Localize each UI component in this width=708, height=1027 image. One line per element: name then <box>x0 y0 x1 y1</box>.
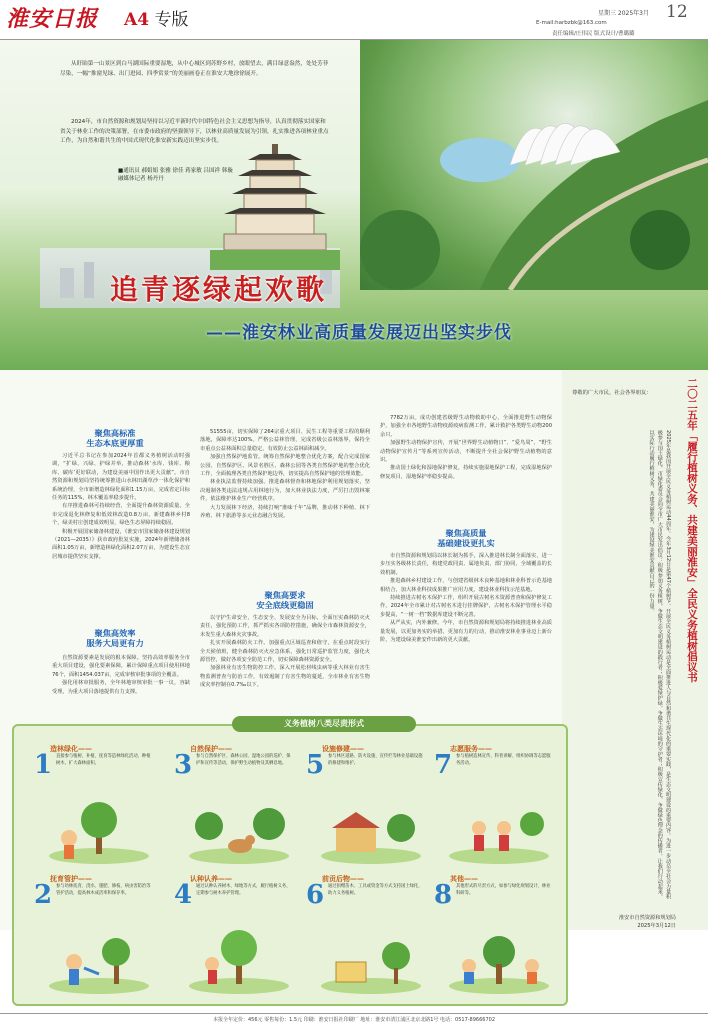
byline-reporter: 融媒体记者 杨丹丹 <box>118 176 164 182</box>
card-title: 设施修建—— <box>322 745 364 753</box>
intro-paragraph-2: 2024年，市自然资源和规划局坚持以习近平新时代中国特色社会主义思想为指导，认真贯彻落实国家和省关于林业工作的决策部署，在市委市政府的坚强领导下，以林业高质量发展为引领，扎实推进各项林业重点工作，为自然和谐共生的中国式现代化淮安新实践迈出坚实步伐。 <box>60 119 329 145</box>
card-number: 8 <box>434 880 453 910</box>
masthead <box>0 0 708 40</box>
proposal-letter-title: 二〇二五年「履行植树义务、共建美丽淮安」全民义务植树倡议书 <box>686 378 698 683</box>
page-label: 专版 <box>154 10 189 30</box>
column-2 <box>200 428 370 568</box>
paragraph: 以守护生命安全、生态安全、发展安全为目标，全面压实森林防灭火责任，强化预防工作，抓严抓实各项防控措施，确保全市森林资源安全，未发生重大森林火灾事故。 <box>200 615 370 638</box>
park-aerial-photo <box>360 40 708 290</box>
donation-icon <box>316 928 426 994</box>
card-number: 1 <box>34 750 53 780</box>
section-heading-4 <box>205 590 365 610</box>
paragraph: 推进森林乡村建设工作，与创建省级林木良种基地和林业科普示范基地相结合，加大林业科技成果推广应用力度，建设林业科技示范基地。 <box>380 578 552 593</box>
duty-card <box>430 870 558 996</box>
wildlife-icon <box>184 798 294 864</box>
card-number: 3 <box>174 750 193 780</box>
footer-imprint: 本报全年定价：456元 零售每份：1.5元 印刷：淮安日报社印刷厂 地址：淮安市清江浦区北京北路1号 电话：0517-89666702 <box>0 1013 708 1027</box>
card-description: 直接参与植树、补植、抚育等造林绿化活动，种植树木，扩大森林面积。 <box>56 754 151 766</box>
card-title: 造林绿化—— <box>50 745 92 753</box>
paragraph: 推动国土绿化和湿地保护修复，持续实施湿地保护工程，完成湿地保护修复项目，湿地保护率稳步提高。 <box>380 465 552 480</box>
card-number: 4 <box>174 880 193 910</box>
page-code-number: A4 <box>124 10 150 30</box>
watering-icon <box>44 928 154 994</box>
card-description: 通过捐赠苗木、工具或资金等方式支持国土绿化，助力义务植树。 <box>328 884 423 896</box>
section-2-title-line2: 服务大局更有力 <box>86 638 144 648</box>
planting-tree-icon <box>44 798 154 864</box>
section-6-title-line2: 基础建设更扎实 <box>437 538 495 548</box>
section-heading-6 <box>385 528 547 548</box>
card-number: 6 <box>306 880 325 910</box>
proposal-letter-salutation: 尊敬的广大市民，社会各界朋友： <box>572 390 652 396</box>
paragraph: 大力发展林下经济，持续打响“淮味千年”品牌，推动林下种植、林下养殖、林下旅游等多元业态融合发展。 <box>200 504 370 520</box>
issue-date: 星期三 2025年3月 <box>598 10 649 17</box>
card-description: 参与林区道路、防火设施、宣传栏等林业基础设施的修建和维护。 <box>328 754 423 766</box>
paragraph: 加强野生动物保护宣传，开展“世界野生动植物日”、“爱鸟周”、“野生动物保护宣传月”等系列宣传活动，不断提升全社会保护野生动植物的意识。 <box>380 440 552 464</box>
paragraph: 51555亩，切实保障了264宗重大项目、民生工程等重要工程的顺利落地，保障率达100%。严格公益林管理，完成省级公益林落界，保持全市重点公益林面积总量稳定，有效防止公益林面积减少。 <box>200 429 370 452</box>
section-heading-1 <box>40 428 190 448</box>
byline-correspondents: ■通讯员 郝娟娟 张雅 徐佳 蒋家敏 吕国祥 韩璇 <box>118 168 233 174</box>
card-number: 2 <box>34 880 53 910</box>
card-title: 自然保护—— <box>190 745 232 753</box>
column-1 <box>52 452 190 622</box>
duty-card <box>302 870 430 996</box>
paragraph: 有序推进森林可持续经营，全面提升森林资源质量。全市完成退化林修复和低效林改造0.8万亩，新建森林乡村8个，绿美村庄创建成效明显，绿色生态屏障持续稳固。 <box>52 503 190 527</box>
construction-icon <box>316 798 426 864</box>
card-title: 抚育管护—— <box>50 875 92 883</box>
card-number: 7 <box>434 750 453 780</box>
paragraph: 加强自然保护地监管。统筹自然保护地整合优化方案，配合完成国家公园、自然保护区、风景名胜区、森林公园等各类自然保护地的整合优化工作，全面梳理各类自然保护地边界，切实提高自然保护地的管理效能。 <box>200 454 370 478</box>
duty-card <box>30 740 158 866</box>
sub-headline: ——淮安林业高质量发展迈出坚实步伐 <box>206 323 512 343</box>
signature-date: 2025年3月12日 <box>637 923 676 929</box>
column-3 <box>380 414 552 514</box>
paragraph: 习近平总书记在参加2024年首都义务植树活动时强调，“扩绿、兴绿、护绿并举，推动森林‘水库、钱库、粮库、碳库’更好联动，为建设美丽中国作出更大贡献”。市自然资源和规划局坚持统筹推进山水林田湖草沙一体化保护和系统治理，全市新增造林绿化面积1.15万亩，完成省定目标任务的115%，林木覆盖率稳步提升。 <box>52 453 190 502</box>
newspaper-logo: 淮安日报 <box>6 6 99 32</box>
paragraph: 市自然资源和规划局以林长制为抓手，深入推进林长制全面落实，进一步压实各级林长责任，构建党政同责、属地负责、部门协同、全域覆盖的长效机制。 <box>380 553 552 576</box>
section-4-title-line2: 安全底线更稳固 <box>256 600 314 610</box>
card-title: 其他—— <box>450 875 478 883</box>
section-heading-2 <box>40 628 190 648</box>
duty-card <box>170 870 298 996</box>
duty-card <box>30 870 158 996</box>
card-title: 前贡后物—— <box>322 875 364 883</box>
editor-credits: 责任编辑/庄伟民 版式设计/曹璐璐 <box>552 31 635 37</box>
paragraph: 自然资源要素是发展的根本保障。坚持高效率服务全市重大项目建设，强化要素保障，累计保障重点项目使用林地76个，面积1454.037亩，完成审核审批事项的全覆盖。 <box>52 655 190 678</box>
panel-title: 义务植树八类尽责形式 <box>232 716 416 732</box>
card-number: 5 <box>306 750 325 780</box>
page-number: 12 <box>666 2 688 22</box>
duty-card <box>170 740 298 866</box>
page-code <box>124 8 188 32</box>
section-2-title-line1: 聚焦高效率 <box>94 628 136 638</box>
column-2-lower <box>200 614 370 712</box>
column-1-lower <box>52 654 190 712</box>
card-description: 参与幼林抚育、浇水、施肥、修枝、病虫害防治等管护活动，提高林木成活率和保存率。 <box>56 884 151 896</box>
proposal-letter-body: 2025年是我国开展全民义务植树运动44周年。今年3月12日是第47个植树节。开展全民义务植树运动是全面推进人与自然和谐共生现代化的重要实践，是生态文明建设的重要内容。为进一步动员全社会力量积极参与国土绿化，市绿化委员会向全市广大市民发出倡议：积极参加义务植树，争做生态文明建设的践行者；积极爱绿护绿，争做生态环境的守护者；积极宣传绿化，争做绿色理念的传播者。让我们行动起来，以实际行动履行植树义务，共建美丽淮安，为建设绿美淮安贡献自己的一份力量。 <box>648 430 671 900</box>
main-headline: 追青逐绿起欢歌 <box>110 273 328 306</box>
paragraph: 积极开展国家储备林建设，《淮安市国家储备林建设规划（2021—2035）》获市政府批复实施，2024年新增储备林面积1.05万亩，新增造林绿化面积2.07万亩，为建设生态宜居城市提供坚实支撑。 <box>52 528 190 560</box>
volunteer-icon <box>444 798 554 864</box>
section-1-title-line1: 聚焦高标准 <box>94 428 136 438</box>
paragraph: 从严从实，内外兼修。今年，市自然资源和规划局将持续推进林业高质量发展，以更加务实的举措、更加有力的行动，推动淮安林业事业迈上新台阶，为建设绿美淮安作出新的更大贡献。 <box>380 620 552 644</box>
paragraph: 7782万亩。成功创建省级野生动物救助中心，全面推进野生动物保护，加强全市各地野生动物疫源疫病监测工作，累计救护各类野生动物200余只。 <box>380 415 552 438</box>
card-description: 参与植树造林宣传、科普讲解、组织协调等志愿服务活动。 <box>456 754 551 766</box>
paragraph: 持续推进古树名木保护工作，组织开展古树名木资源普查和保护修复工作，2024年全市累计对古树名木进行挂牌保护，古树名木保护管理水平稳步提高，“一树一档”数据库建设不断完善。 <box>380 595 552 618</box>
duty-card <box>430 740 558 866</box>
intro-paragraph-1: 从盱眙第一山景区到白马湖国际重要湿地，从中心城区到苏野乡村，放眼望去，满目绿意盎然，处处芳菲尽染，一幅“推窗见绿、出门进园、四季赏景”的美丽画卷正在淮安大地徐徐展开。 <box>60 61 329 77</box>
planting-group-icon <box>444 928 554 994</box>
proposal-letter-signature <box>580 914 676 930</box>
card-title: 认种认养—— <box>190 875 232 883</box>
section-6-title-line1: 聚焦高质量 <box>445 528 487 538</box>
paragraph: 强化用林审批服务，全年林地审核审批一事一议，容缺受理，为重大项目落地提供有力支撑。 <box>52 680 190 695</box>
card-description: 其他形式的尽责方式，如参与绿化规划设计、林业科研等。 <box>456 884 551 896</box>
column-3-lower <box>380 552 552 712</box>
card-title: 志愿服务—— <box>450 745 492 753</box>
card-description: 参与自然保护区、森林公园、湿地公园的巡护、保护和宣传等活动，保护野生动植物及其栖息地。 <box>196 754 291 766</box>
adopt-tree-icon <box>184 928 294 994</box>
paragraph: 加强林业有害生物防控工作。深入开展松材线虫病等重大林业有害生物监测普查与防治工作，有效遏制了有害生物的蔓延，全市林业有害生物成灾率控制在0.7‰以下。 <box>200 665 370 689</box>
paragraph: 林业执法监督持续加强。推进森林督查和林地保护利用规划落实，坚决遏制各类违法违规占用林地行为，加大林业执法力度，严厉打击毁林案件，依法维护林业生产经营秩序。 <box>200 479 370 503</box>
section-4-title-line1: 聚焦高要求 <box>264 590 306 600</box>
section-1-title-line2: 生态本底更厚重 <box>86 438 144 448</box>
paragraph: 扎实开展森林防火工作。加强重点区域巡查和值守，在重点时段实行全天候值班，健全森林防灭火应急体系，强化日常巡护监管力度，强化火源管控，做好各项安全防范工作，切实保障森林资源安全。 <box>200 640 370 664</box>
pagoda-icon <box>210 140 340 270</box>
duty-card <box>302 740 430 866</box>
editor-email: E-mail:harbzbk@163.com <box>536 20 607 26</box>
wetland-park-illustration <box>360 40 708 290</box>
card-description: 通过认种认养树木、绿地等方式，履行植树义务，定期参与树木养护管理。 <box>196 884 291 896</box>
signature-org: 淮安市自然资源和规划局 <box>618 915 676 921</box>
